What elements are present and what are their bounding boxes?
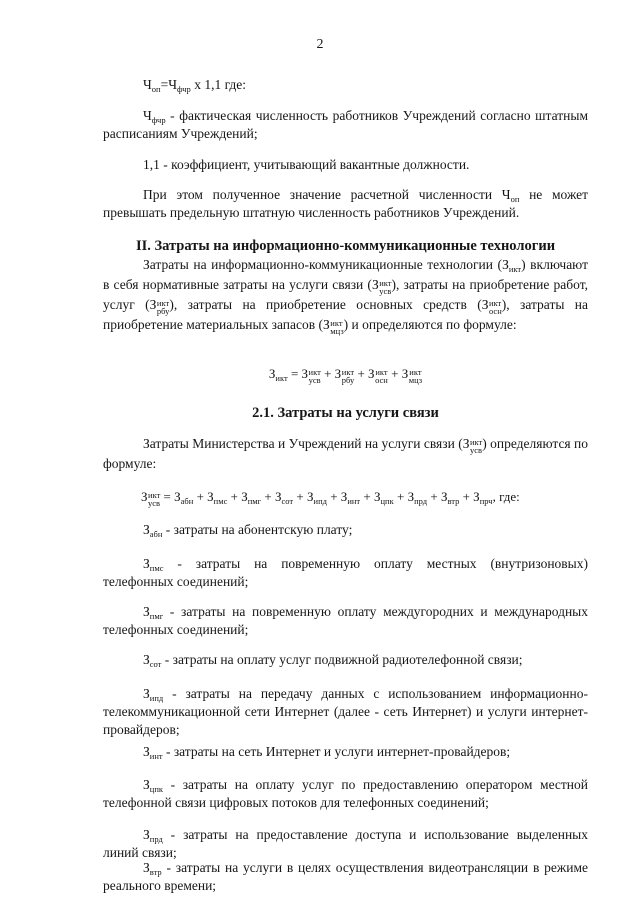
text-run: - затраты на повременную оплату местных (внутризоновых) телефонных соединений; xyxy=(103,556,588,589)
variable-index xyxy=(379,280,391,295)
variable-subscript: цпк xyxy=(149,784,163,794)
variable xyxy=(143,522,162,537)
variable xyxy=(374,489,394,504)
section-heading-ict xyxy=(103,237,588,255)
variable-symbol: З xyxy=(473,489,480,504)
variable-subscript: абн xyxy=(180,496,194,506)
variable-index xyxy=(150,867,162,877)
variable xyxy=(408,489,428,504)
variable xyxy=(401,366,423,385)
variable-index xyxy=(314,496,327,506)
text-run: - фактическая численность работников Учреждений согласно штатным расписаниям Учреждений; xyxy=(103,108,588,141)
variable-superscript: икт xyxy=(469,437,483,447)
variable-symbol: З xyxy=(373,489,381,504)
variable xyxy=(462,436,483,455)
variable-symbol: З xyxy=(334,366,342,381)
text-run: Затраты Министерства и Учреждений на услуги связи ( xyxy=(143,436,463,451)
variable-index xyxy=(150,529,163,539)
variable xyxy=(473,489,492,504)
variable-symbol: З xyxy=(143,522,150,537)
variable-index xyxy=(447,496,459,506)
variable-subscript: пмг xyxy=(149,611,164,621)
text-run: + xyxy=(360,489,374,504)
variable-symbol: Ч xyxy=(168,77,177,92)
variable-symbol: З xyxy=(407,489,415,504)
variable-index xyxy=(150,784,163,794)
variable-index xyxy=(282,496,294,506)
text-run: - затраты на оплату услуг по предоставлению оператором местной телефонной связи цифровых потоков для телефонных соединений; xyxy=(103,777,588,810)
text-run: ) определяются по формуле: xyxy=(103,436,588,471)
variable-index xyxy=(150,834,163,844)
variable xyxy=(174,489,193,504)
subsection-heading-communication xyxy=(103,404,588,422)
variable-symbol: З xyxy=(368,366,375,381)
definition-subscriber-fee xyxy=(103,521,588,539)
variable-symbol: З xyxy=(481,297,489,312)
text-run: - затраты на предоставление доступа и использование выделенных линий связи; xyxy=(103,827,588,860)
text-run: 2.1. Затраты на услуги связи xyxy=(252,405,439,421)
ict-costs-paragraph xyxy=(103,255,588,335)
variable xyxy=(143,827,163,842)
variable-superscript: икт xyxy=(379,278,392,288)
variable-subscript: усв xyxy=(379,285,392,296)
variable-index xyxy=(414,496,427,506)
variable-index xyxy=(150,693,163,703)
variable-subscript: усв xyxy=(148,497,161,508)
variable-symbol: З xyxy=(174,489,181,504)
variable xyxy=(341,489,360,504)
variable-index xyxy=(347,496,360,506)
variable-index xyxy=(150,659,162,669)
text-run: = xyxy=(160,489,175,504)
variable-index xyxy=(148,492,160,507)
text-run: + xyxy=(459,489,474,504)
variable-subscript: оп xyxy=(151,84,161,94)
variable-superscript: икт xyxy=(375,367,388,377)
variable-index xyxy=(409,369,422,384)
variable-subscript: пмс xyxy=(149,563,164,573)
variable-symbol: З xyxy=(371,277,379,292)
text-run: ), затраты на приобретение основных средств ( xyxy=(169,297,482,312)
definition-internet xyxy=(103,743,588,761)
text-run: - затраты на оплату услуг подвижной радиотелефонной связи; xyxy=(161,652,523,667)
text-run: При этом полученное значение расчетной численности xyxy=(143,187,502,202)
communication-costs-formula xyxy=(103,488,588,507)
variable-subscript: инт xyxy=(347,496,361,506)
variable-index xyxy=(489,300,502,315)
variable-index xyxy=(275,373,287,383)
text-run: + xyxy=(354,366,369,381)
variable-index xyxy=(248,496,261,506)
text-run: , где: xyxy=(492,489,520,504)
variable-subscript: прч xyxy=(479,496,493,506)
variable xyxy=(143,108,166,123)
variable-index xyxy=(309,369,321,384)
variable-subscript: мцз xyxy=(330,325,344,336)
variable-subscript: прд xyxy=(149,834,163,844)
text-run: + xyxy=(227,489,242,504)
text-run: ), затраты на приобретение материальных запасов ( xyxy=(103,297,588,332)
variable-index xyxy=(330,320,343,335)
text-run: + xyxy=(293,489,307,504)
variable-subscript: фчр xyxy=(177,84,191,94)
variable xyxy=(143,652,161,667)
variable-index xyxy=(181,496,194,506)
variable xyxy=(141,489,161,508)
variable-subscript: втр xyxy=(149,867,162,877)
text-run: II. Затраты на информационно-коммуникационные технологии xyxy=(135,238,556,254)
variable xyxy=(502,257,521,272)
variable-symbol: З xyxy=(401,366,409,381)
variable-symbol: З xyxy=(143,604,150,619)
text-run: ) и определяются по формуле: xyxy=(343,317,517,332)
variable-index xyxy=(470,439,482,454)
variable-superscript: икт xyxy=(308,367,321,377)
variable-index xyxy=(150,751,163,761)
variable xyxy=(143,604,163,619)
variable-symbol: З xyxy=(143,652,150,667)
variable-index xyxy=(342,369,355,384)
variable xyxy=(368,366,388,385)
variable-index xyxy=(509,264,521,274)
variable-subscript: осн xyxy=(488,305,502,316)
variable-superscript: икт xyxy=(341,367,355,377)
variable-subscript: икт xyxy=(275,373,288,383)
definition-local-calls xyxy=(103,555,588,591)
variable-symbol: З xyxy=(462,436,470,451)
variable-symbol: З xyxy=(301,366,309,381)
text-run: Затраты на информационно-коммуникационные технологии ( xyxy=(143,257,503,272)
variable-symbol: З xyxy=(241,489,248,504)
text-run: + xyxy=(427,489,441,504)
variable-symbol: Ч xyxy=(501,187,511,202)
variable-index xyxy=(214,496,228,506)
variable-superscript: икт xyxy=(409,367,422,377)
text-run: - затраты на услуги в целях осуществления видеотрансляции в режиме реального времени; xyxy=(103,860,588,893)
definition-mobile-communication xyxy=(103,651,588,669)
variable-index xyxy=(480,496,493,506)
text-run: ), затраты на приобретение работ, услуг ( xyxy=(103,277,588,312)
variable-symbol: Ч xyxy=(143,77,152,92)
variable xyxy=(502,187,520,202)
variable-subscript: пмг xyxy=(247,496,262,506)
variable-symbol: З xyxy=(143,744,150,759)
text-run: + xyxy=(326,489,341,504)
variable-subscript: икт xyxy=(508,264,522,274)
variable-subscript: втр xyxy=(447,496,460,506)
text-run: - затраты на абонентскую плату; xyxy=(162,522,353,537)
variable xyxy=(149,297,170,316)
variable-subscript: оп xyxy=(510,194,520,204)
variable-symbol: З xyxy=(268,366,276,381)
variable-subscript: ипд xyxy=(149,693,164,703)
variable-index xyxy=(152,115,166,125)
variable xyxy=(441,489,459,504)
variable-subscript: пмс xyxy=(213,496,228,506)
variable-symbol: З xyxy=(307,489,314,504)
variable-subscript: усв xyxy=(308,374,321,385)
variable xyxy=(307,489,327,504)
coefficient-definition xyxy=(103,156,588,174)
variable-subscript: инт xyxy=(149,751,163,761)
variable-symbol: З xyxy=(143,860,150,875)
variable-subscript: прд xyxy=(414,496,428,506)
text-run: + xyxy=(193,489,208,504)
variable-superscript: икт xyxy=(148,490,161,500)
variable-index xyxy=(152,84,161,94)
ict-costs-formula xyxy=(103,365,588,384)
variable xyxy=(323,317,344,336)
definition-video-broadcast xyxy=(103,859,588,895)
variable-symbol: З xyxy=(502,257,509,272)
variable xyxy=(143,744,163,759)
text-run: х 1,1 где: xyxy=(190,77,247,92)
variable-symbol: З xyxy=(440,489,448,504)
text-run: - затраты на сеть Интернет и услуги интернет-провайдеров; xyxy=(162,744,511,759)
communication-costs-paragraph xyxy=(103,434,588,473)
variable xyxy=(371,277,392,296)
text-run: - затраты на повременную оплату междугородних и международных телефонных соединений; xyxy=(103,604,588,637)
variable-index xyxy=(375,369,388,384)
definition-long-distance-calls xyxy=(103,603,588,639)
actual-staff-definition xyxy=(103,107,588,143)
variable xyxy=(334,366,355,385)
text-run: = xyxy=(160,77,169,92)
variable-subscript: сот xyxy=(149,659,162,669)
text-run: не может превышать предельную штатную численность работников Учреждений. xyxy=(103,187,588,220)
staff-count-formula xyxy=(103,76,588,94)
variable-subscript: осн xyxy=(375,374,388,385)
variable xyxy=(143,77,161,92)
variable xyxy=(275,489,293,504)
variable-subscript: усв xyxy=(469,444,483,455)
definition-dedicated-lines xyxy=(103,826,588,862)
definition-digital-streams xyxy=(103,776,588,812)
variable-subscript: цпк xyxy=(380,496,394,506)
variable xyxy=(143,860,162,875)
variable-superscript: икт xyxy=(330,318,343,328)
variable-index xyxy=(380,496,393,506)
variable xyxy=(168,77,191,92)
definition-data-transfer xyxy=(103,685,588,739)
text-run: 1,1 - коэффициент, учитывающий вакантные должности. xyxy=(143,157,470,172)
variable-subscript: абн xyxy=(149,529,163,539)
variable-symbol: З xyxy=(141,489,148,504)
variable-symbol: З xyxy=(275,489,282,504)
text-run: + xyxy=(261,489,275,504)
variable-symbol: З xyxy=(340,489,348,504)
staff-limit-note xyxy=(103,186,588,222)
variable xyxy=(481,297,502,316)
variable-symbol: З xyxy=(143,556,150,571)
variable xyxy=(301,366,321,385)
variable-subscript: сот xyxy=(281,496,294,506)
variable-index xyxy=(177,84,191,94)
text-run: = xyxy=(287,366,302,381)
variable-index xyxy=(157,300,170,315)
text-run: + xyxy=(387,366,402,381)
variable-subscript: рбу xyxy=(156,305,170,316)
text-run: ) включают в себя нормативные затраты на услуги связи ( xyxy=(103,257,588,292)
variable xyxy=(143,556,163,571)
variable-symbol: З xyxy=(207,489,214,504)
variable-superscript: икт xyxy=(488,298,502,308)
text-run: + xyxy=(393,489,408,504)
variable-symbol: З xyxy=(143,777,150,792)
variable-superscript: икт xyxy=(156,298,170,308)
variable-symbol: З xyxy=(143,686,150,701)
page-number: 2 xyxy=(316,37,324,52)
text-run: + xyxy=(320,366,335,381)
variable-symbol: З xyxy=(149,297,157,312)
variable-symbol: З xyxy=(323,317,330,332)
variable-symbol: З xyxy=(143,827,150,842)
variable-subscript: мцз xyxy=(408,374,423,385)
text-run: - затраты на передачу данных с использованием информационно-телекоммуникационной сети Интернет (далее - сеть Интернет) и услуги интернет-провайдеров; xyxy=(103,686,588,737)
variable-symbol: Ч xyxy=(143,108,152,123)
variable-subscript: рбу xyxy=(341,374,355,385)
variable-subscript: ипд xyxy=(313,496,327,506)
variable-index xyxy=(150,563,164,573)
variable xyxy=(143,777,163,792)
variable xyxy=(207,489,227,504)
variable-subscript: фчр xyxy=(151,115,166,125)
variable xyxy=(241,489,261,504)
variable xyxy=(143,686,163,701)
variable-index xyxy=(150,611,163,621)
variable xyxy=(269,366,288,381)
